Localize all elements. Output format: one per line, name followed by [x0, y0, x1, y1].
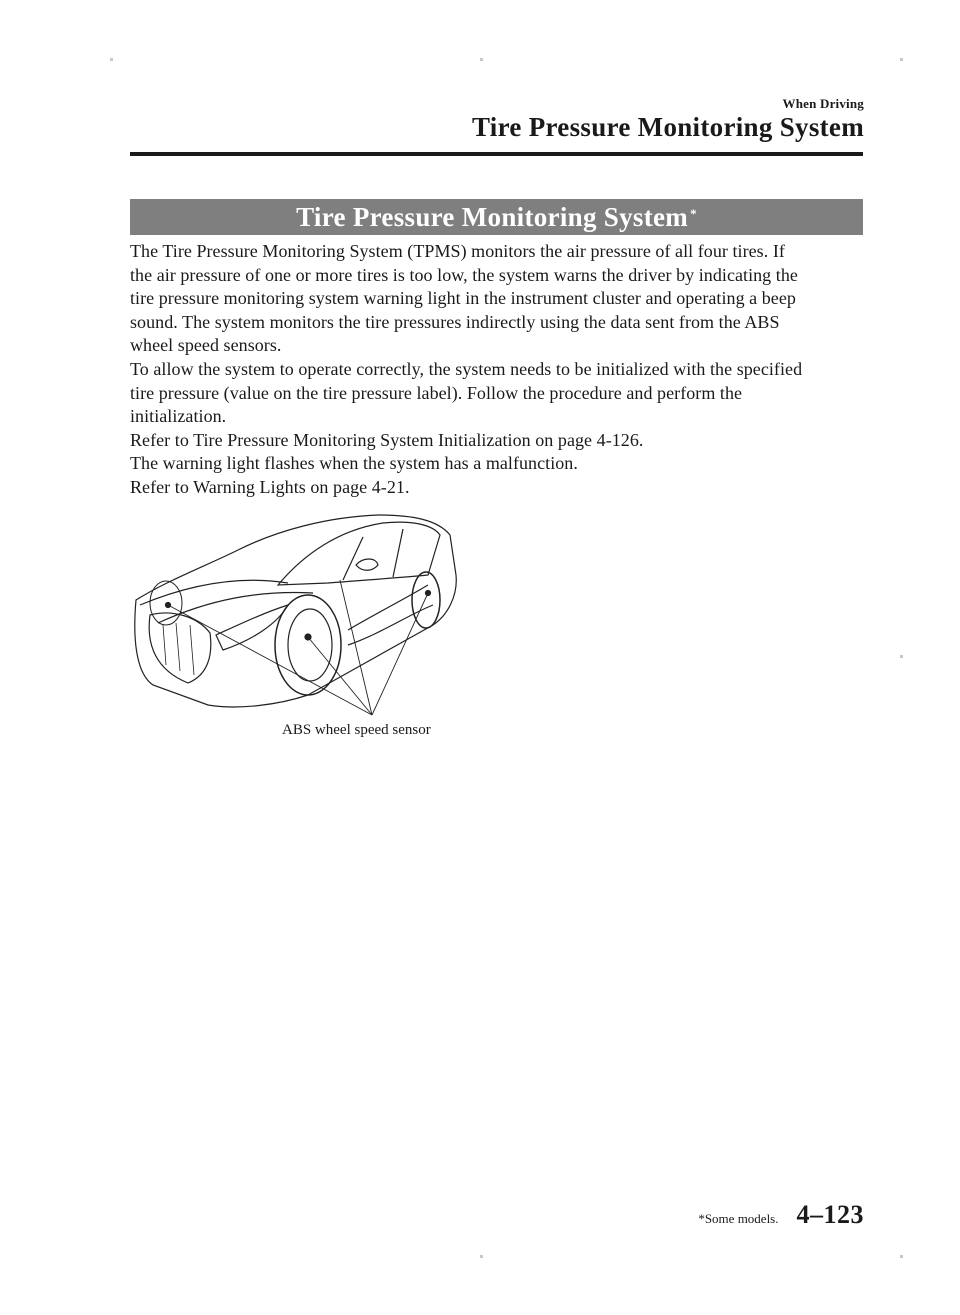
figure-caption: ABS wheel speed sensor — [282, 722, 431, 738]
page-footer — [698, 1200, 864, 1230]
sensor-leader-lines — [168, 580, 428, 715]
crop-mark — [480, 58, 483, 61]
body-line: initialization. — [130, 406, 227, 427]
body-line: The Tire Pressure Monitoring System (TPMS) monitors the air pressure of all four tires. If — [130, 241, 785, 261]
page-header-title: Tire Pressure Monitoring System — [471, 112, 864, 142]
body-line: To allow the system to operate correctly, the system needs to be initialized with the specified — [130, 358, 803, 379]
body-line: The warning light flashes when the system has a malfunction. — [130, 453, 578, 474]
section-title: Tire Pressure Monitoring System — [296, 201, 689, 232]
body-line: tire pressure (value on the tire pressure label). Follow the procedure and perform the — [130, 382, 743, 403]
crop-mark — [900, 1255, 903, 1258]
body-line: Refer to Tire Pressure Monitoring System Initialization on page 4-126. — [130, 429, 644, 450]
car-window-outline — [278, 522, 440, 585]
body-line: sound. The system monitors the tire pressures indirectly using the data sent from the ABS — [130, 311, 780, 332]
crop-mark — [480, 1255, 483, 1258]
page-number: 4–123 — [796, 1200, 864, 1229]
chapter-label: When Driving — [782, 96, 864, 111]
car-illustration — [128, 505, 468, 745]
header-divider — [130, 152, 863, 156]
some-models-marker: * — [690, 206, 697, 221]
car-side-mirror — [356, 559, 378, 570]
body-line: wheel speed sensors. — [130, 335, 282, 356]
car-body-outline — [135, 515, 456, 707]
crop-mark — [110, 58, 113, 61]
crop-mark — [900, 655, 903, 658]
body-text — [130, 240, 865, 500]
crop-mark — [900, 58, 903, 61]
section-title-banner — [130, 199, 863, 235]
footnote: *Some models. — [698, 1211, 779, 1226]
body-line: the air pressure of one or more tires is too low, the system warns the driver by indicating the — [130, 264, 798, 285]
body-line: Refer to Warning Lights on page 4-21. — [130, 476, 410, 497]
body-line: tire pressure monitoring system warning light in the instrument cluster and operating a beep — [130, 288, 796, 309]
